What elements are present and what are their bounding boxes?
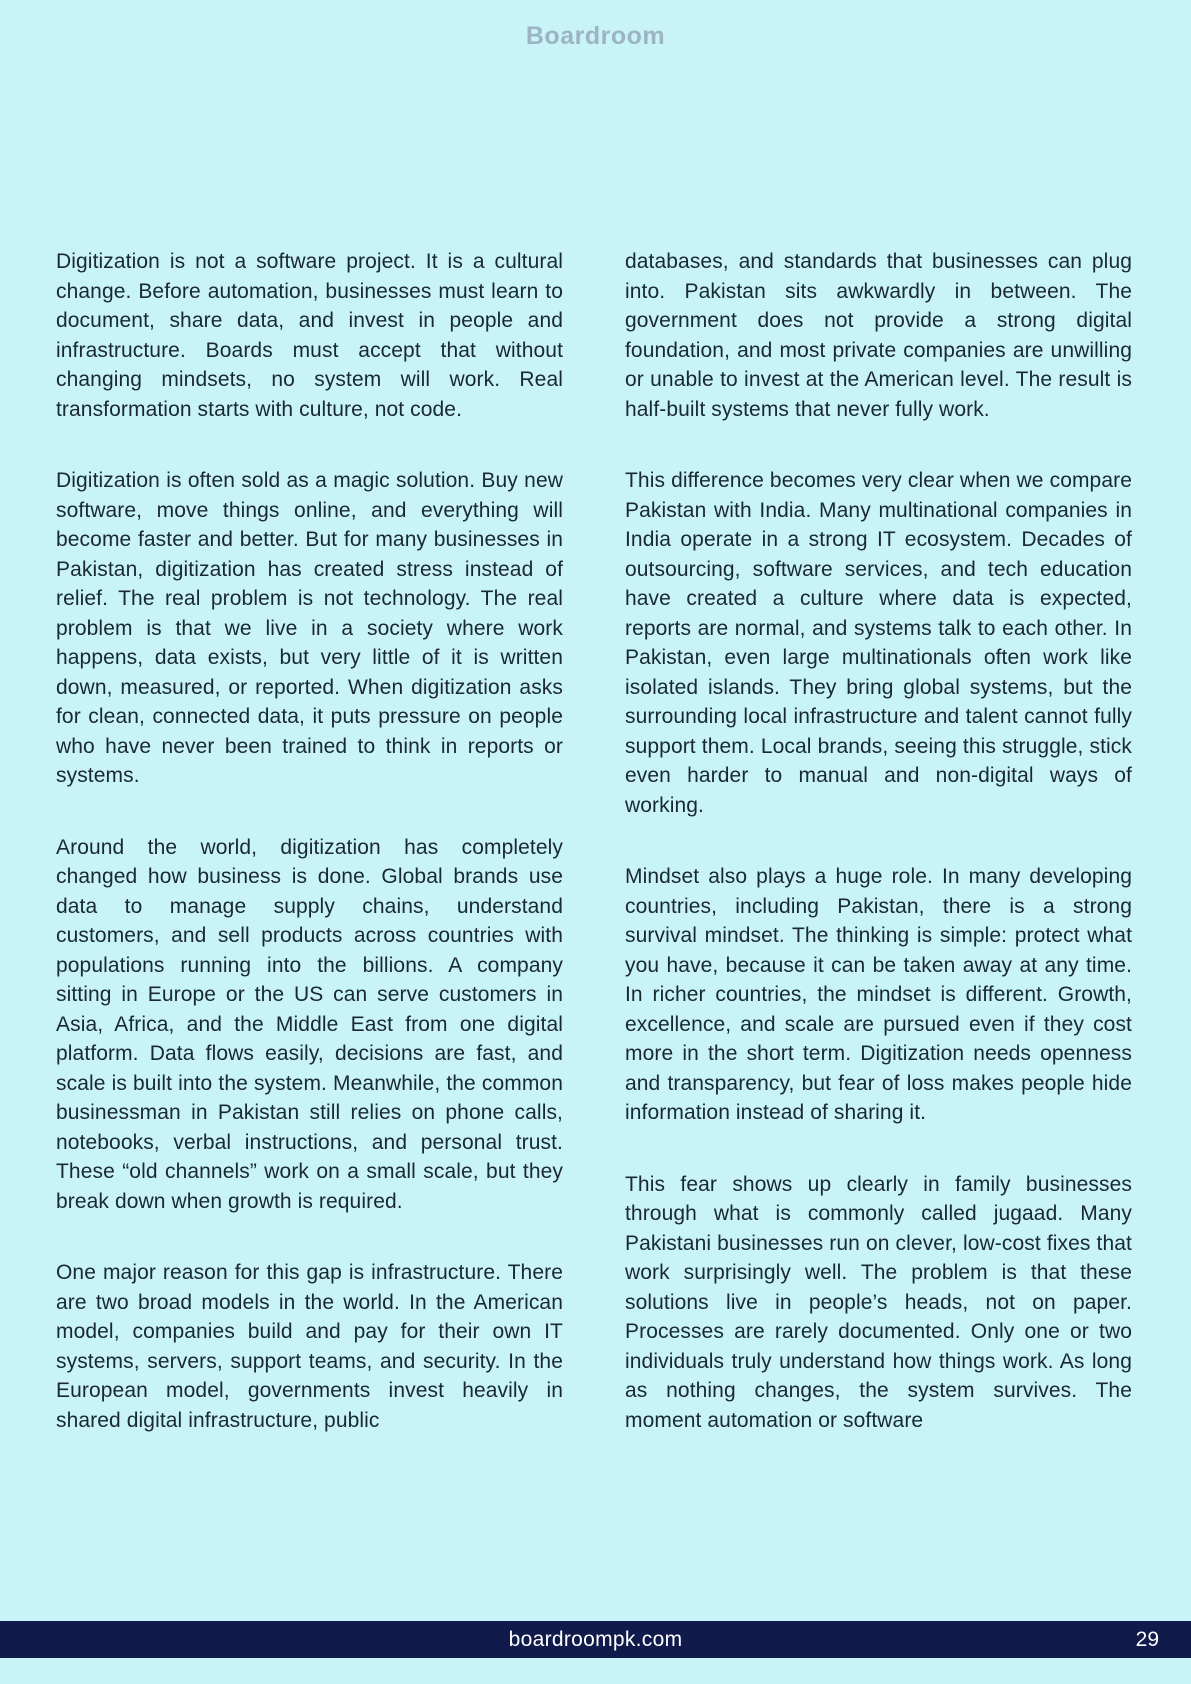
article-paragraph: Digitization is often sold as a magic solution. Buy new software, move things online, and everything will become faster and better. But for many businesses in Pakistan, digitization has created stress instead of relief. The real problem is not technology. The real problem is that we live in a society where work happens, data exists, but very little of it is written down, measured, or reported. When digitization asks for clean, connected data, it puts pressure on people who have never been trained to think in reports or systems. xyxy=(56,469,563,787)
footer-bar xyxy=(0,1621,1191,1658)
page-title: Boardroom xyxy=(525,22,666,50)
article-paragraph: This difference becomes very clear when we compare Pakistan with India. Many multinational companies in India operate in a strong IT ecosystem. Decades of outsourcing, software services, and tech education have created a culture where data is expected, reports are normal, and systems talk to each other. In Pakistan, even large multinationals often work like isolated islands. They bring global systems, but the surrounding local infrastructure and talent cannot fully support them. Local brands, seeing this struggle, stick even harder to manual and non-digital ways of working. xyxy=(625,469,1132,817)
article-paragraph: This fear shows up clearly in family businesses through what is commonly called jugaad. Many Pakistani businesses run on clever, low-cost fixes that work surprisingly well. The problem is that these solutions live in people’s heads, not on paper. Processes are rarely documented. Only one or two individuals truly understand how things work. As long as nothing changes, the system survives. The moment automation or software xyxy=(625,1172,1132,1432)
article-column-right xyxy=(625,247,1132,1477)
article-body xyxy=(56,247,1132,1477)
footer-website-text: boardroompk.com xyxy=(508,1627,683,1651)
article-paragraph: Around the world, digitization has completely changed how business is done. Global brands use data to manage supply chains, understand customers, and sell products across countries with populations running into the billions. A company sitting in Europe or the US can serve customers in Asia, Africa, and the Middle East from one digital platform. Data flows easily, decisions are fast, and scale is built into the system. Meanwhile, the common businessman in Pakistan still relies on phone calls, notebooks, verbal instructions, and personal trust. These “old channels” work on a small scale, but they break down when growth is required. xyxy=(56,835,563,1213)
article-paragraph: Digitization is not a software project. It is a cultural change. Before automation, businesses must learn to document, share data, and invest in people and infrastructure. Boards must accept that without changing mindsets, no system will work. Real transformation starts with culture, not code. xyxy=(56,250,563,421)
article-paragraph: databases, and standards that businesses can plug into. Pakistan sits awkwardly in between. The government does not provide a strong digital foundation, and most private companies are unwilling or unable to invest at the American level. The result is half-built systems that never fully work. xyxy=(625,250,1132,421)
article-paragraph: One major reason for this gap is infrastructure. There are two broad models in the world. In the American model, companies build and pay for their own IT systems, servers, support teams, and security. In the European model, governments invest heavily in shared digital infrastructure, public xyxy=(56,1261,563,1432)
footer-page-number: 29 xyxy=(1135,1627,1159,1651)
article-column-left xyxy=(56,247,563,1477)
article-paragraph: Mindset also plays a huge role. In many developing countries, including Pakistan, there is a strong survival mindset. The thinking is simple: protect what you have, because it can be taken away at any time. In richer countries, the mindset is different. Growth, excellence, and scale are pursued even if they cost more in the short term. Digitization needs openness and transparency, but fear of loss makes people hide information instead of sharing it. xyxy=(625,865,1132,1124)
